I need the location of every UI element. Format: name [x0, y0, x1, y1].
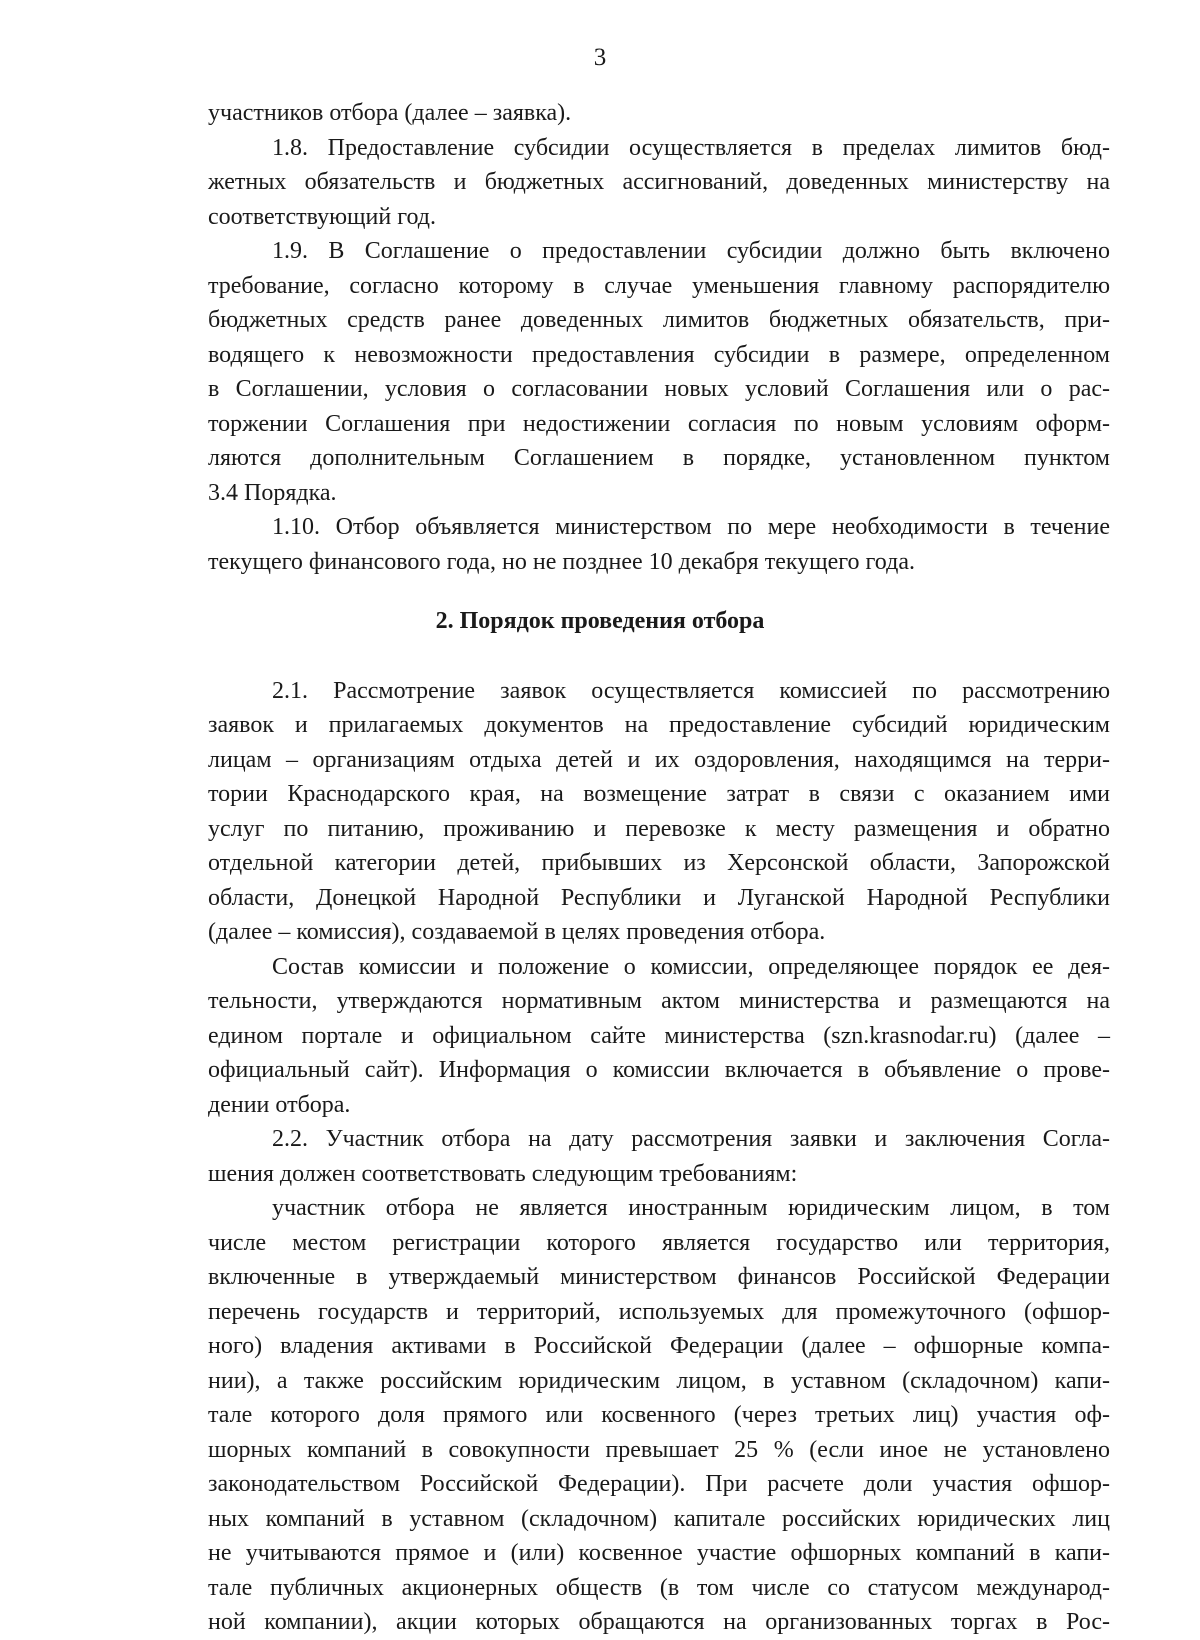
text-line: числе местом регистрации которого является государство или территория,: [208, 1229, 1110, 1256]
paragraph: [0, 674, 1200, 950]
text-line: 2.2. Участник отбора на дату рассмотрения заявки и заключения Согла-: [272, 1126, 1110, 1152]
text-line: шорных компаний в совокупности превышает 25 % (если иное не установлено: [208, 1436, 1110, 1463]
paragraph: [0, 1191, 1200, 1640]
text-line: водящего к невозможности предоставления субсидии в размере, определенном: [208, 341, 1110, 368]
text-line: включенные в утверждаемый министерством финансов Российской Федерации: [208, 1264, 1110, 1290]
text-line: области, Донецкой Народной Республики и Луганской Народной Республики: [208, 884, 1110, 911]
text-line: (далее – комиссия), создаваемой в целях проведения отбора.: [208, 919, 826, 945]
text-line: торжении Соглашения при недостижении согласия по новым условиям оформ-: [208, 410, 1110, 437]
text-line: ного) владения активами в Российской Федерации (далее – офшорные компа-: [208, 1333, 1110, 1359]
text-line: дении отбора.: [208, 1091, 351, 1118]
text-line: 3.4 Порядка.: [208, 479, 337, 506]
text-line: 1.9. В Соглашение о предоставлении субсидии должно быть включено: [272, 238, 1110, 264]
text-line: тельности, утверждаются нормативным актом министерства и размещаются на: [208, 988, 1110, 1014]
document-body: [0, 96, 1200, 1640]
text-line: 1.8. Предоставление субсидии осуществляется в пределах лимитов бюд-: [272, 134, 1110, 161]
text-line: нии), а также российским юридическим лицом, в уставном (складочном) капи-: [208, 1367, 1110, 1394]
text-line: в Соглашении, условия о согласовании новых условий Соглашения или о рас-: [208, 376, 1110, 402]
section-heading: 2. Порядок проведения отбора: [435, 608, 765, 634]
text-line: шения должен соответствовать следующим требованиям:: [208, 1160, 798, 1187]
text-line: участник отбора не является иностранным юридическим лицом, в том: [272, 1195, 1110, 1221]
text-line: жетных обязательств и бюджетных ассигнований, доведенных министерству на: [208, 169, 1110, 195]
page-number: 3: [593, 44, 607, 71]
paragraph: [0, 1122, 1200, 1191]
text-line: не учитываются прямое и (или) косвенное участие офшорных компаний в капи-: [208, 1540, 1110, 1566]
text-line: отдельной категории детей, прибывших из Херсонской области, Запорожской: [208, 850, 1110, 876]
text-line: требование, согласно которому в случае уменьшения главному распорядителю: [208, 272, 1110, 299]
paragraph: [0, 234, 1200, 510]
text-line: текущего финансового года, но не позднее 10 декабря текущего года.: [208, 548, 915, 575]
paragraph: [0, 510, 1200, 579]
paragraph: [0, 96, 1200, 131]
paragraph: [0, 131, 1200, 235]
text-line: 1.10. Отбор объявляется министерством по мере необходимости в течение: [272, 514, 1110, 540]
text-line: заявок и прилагаемых документов на предоставление субсидий юридическим: [208, 712, 1110, 738]
text-line: ных компаний в уставном (складочном) капитале российских юридических лиц: [208, 1505, 1110, 1532]
text-line: Состав комиссии и положение о комиссии, определяющее порядок ее дея-: [272, 953, 1110, 980]
text-line: 2.1. Рассмотрение заявок осуществляется комиссией по рассмотрению: [272, 677, 1110, 704]
section-1-tail: [0, 96, 1200, 579]
text-line: участников отбора (далее – заявка).: [208, 100, 572, 126]
text-line: законодательством Российской Федерации). При расчете доли участия офшор-: [208, 1471, 1110, 1497]
paragraph: [0, 950, 1200, 1123]
text-line: перечень государств и территорий, используемых для промежуточного (офшор-: [208, 1298, 1110, 1325]
text-line: ной компании), акции которых обращаются на организованных торгах в Рос-: [208, 1609, 1110, 1635]
text-line: бюджетных средств ранее доведенных лимитов бюджетных обязательств, при-: [208, 307, 1110, 333]
text-line: соответствующий год.: [208, 203, 436, 230]
text-line: едином портале и официальном сайте министерства (szn.krasnodar.ru) (далее –: [208, 1022, 1110, 1049]
text-line: тале публичных акционерных обществ (в том числе со статусом международ-: [208, 1574, 1110, 1601]
text-line: лицам – организациям отдыха детей и их оздоровления, находящимся на терри-: [208, 746, 1110, 773]
text-line: официальный сайт). Информация о комиссии включается в объявление о прове-: [208, 1057, 1110, 1083]
text-line: тории Краснодарского края, на возмещение затрат в связи с оказанием ими: [208, 781, 1110, 807]
text-line: тале которого доля прямого или косвенного (через третьих лиц) участия оф-: [208, 1402, 1110, 1428]
section-2-body: [0, 674, 1200, 1640]
text-line: услуг по питанию, проживанию и перевозке к месту размещения и обратно: [208, 815, 1110, 842]
text-line: ляются дополнительным Соглашением в порядке, установленном пунктом: [208, 445, 1110, 471]
